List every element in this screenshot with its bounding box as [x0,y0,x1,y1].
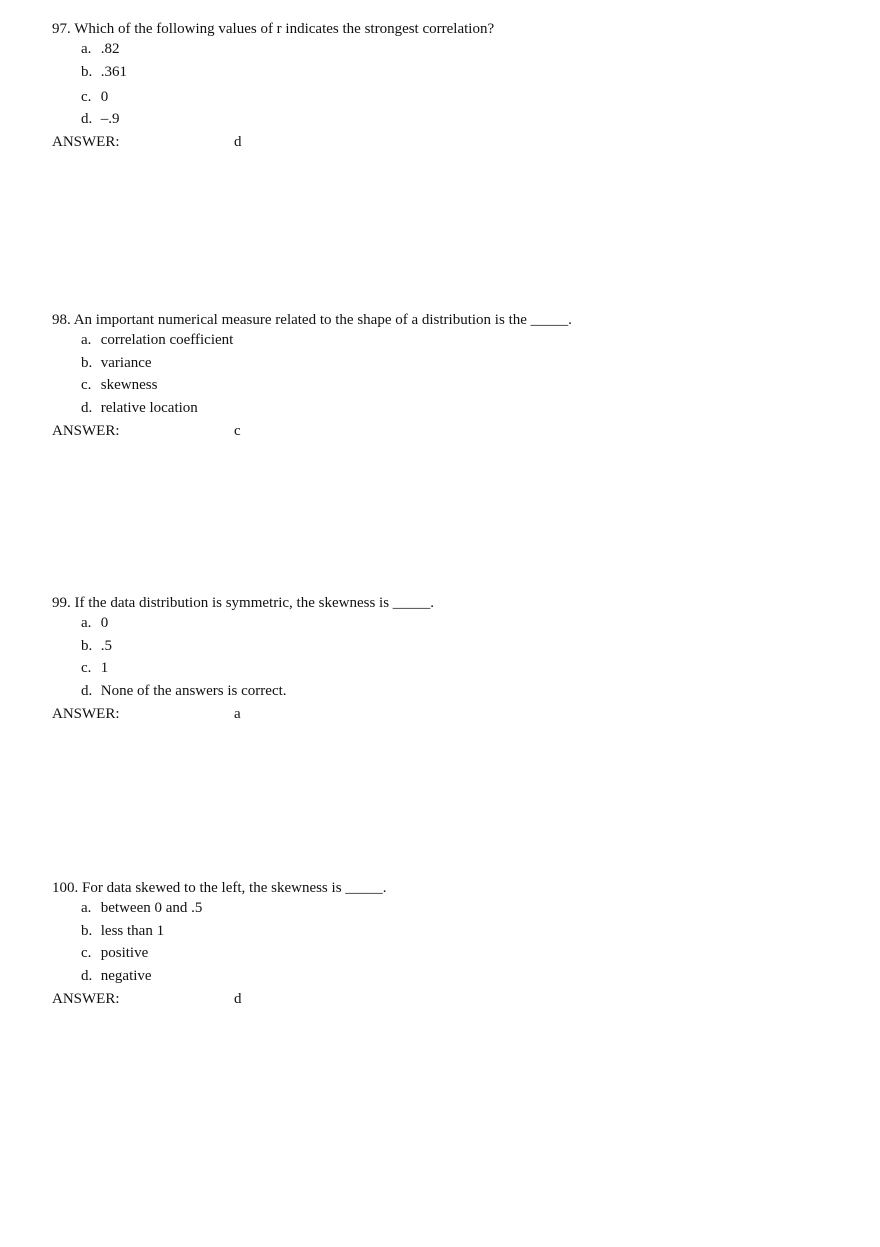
choice-letter: b. [81,922,93,939]
question-text: If the data distribution is symmetric, the skewness is _____. [74,595,435,611]
answer-label: ANSWER: [52,422,120,439]
question-stem [52,19,832,39]
choice-list [52,39,832,132]
choice-list [52,613,832,704]
question-stem [52,878,832,898]
choice-letter: d. [81,400,93,417]
answer-value: c [234,422,241,439]
answer-value: d [234,134,242,151]
choice-list [52,898,832,989]
choice-text: positive [100,945,149,962]
choice-text: skewness [100,377,158,394]
choice-letter: c. [81,88,92,105]
choice-letter: c. [81,945,92,962]
question-97 [52,19,832,152]
question-number: 100. [52,880,79,896]
choice-text: .361 [100,63,127,80]
question-text: For data skewed to the left, the skewness is _____. [82,880,387,896]
choice-list [52,330,832,421]
choice-text: 0 [100,615,109,631]
choice-a [81,613,832,636]
choice-text: relative location [100,400,198,417]
choice-d [81,398,832,421]
choice-text: correlation coefficient [100,332,234,348]
choice-letter: a. [81,41,92,57]
choice-letter: b. [81,354,93,371]
choice-letter: b. [81,637,93,654]
question-number: 99. [52,595,71,611]
choice-d [81,109,832,132]
question-number: 97. [52,21,71,37]
choice-letter: d. [81,968,93,985]
choice-letter: c. [81,660,92,677]
answer-row [52,421,832,441]
question-stem [52,593,832,613]
choice-d [81,966,832,989]
choice-text: 0 [100,88,109,105]
choice-text: .82 [100,41,120,57]
answer-value: d [234,990,242,1007]
question-98 [52,310,832,441]
choice-text: .5 [100,637,112,654]
choice-c [81,87,832,110]
answer-row [52,704,832,724]
answer-label: ANSWER: [52,705,120,722]
choice-b [81,636,832,659]
answer-value: a [234,705,241,722]
choice-a [81,39,832,62]
answer-row [52,989,832,1009]
choice-letter: b. [81,63,93,80]
question-stem [52,310,832,330]
choice-b [81,353,832,376]
choice-b [81,921,832,944]
question-text: Which of the following values of r indicates the strongest correlation? [74,21,495,37]
answer-label: ANSWER: [52,134,120,151]
question-99 [52,593,832,724]
choice-letter: a. [81,615,92,631]
choice-b [81,62,832,87]
choice-text: variance [100,354,152,371]
answer-label: ANSWER: [52,990,120,1007]
question-text: An important numerical measure related to the shape of a distribution is the _____. [73,312,572,328]
choice-letter: a. [81,900,92,916]
choice-c [81,375,832,398]
choice-text: negative [100,968,152,985]
choice-letter: c. [81,377,92,394]
choice-c [81,943,832,966]
question-number: 98. [52,312,71,328]
choice-letter: d. [81,683,93,700]
choice-a [81,330,832,353]
choice-text: –.9 [100,111,120,128]
choice-text: between 0 and .5 [100,900,203,916]
choice-text: less than 1 [100,922,165,939]
choice-a [81,898,832,921]
answer-row [52,132,832,152]
question-100 [52,878,832,1009]
choice-letter: d. [81,111,93,128]
choice-d [81,681,832,704]
choice-letter: a. [81,332,92,348]
choice-text: 1 [100,660,109,677]
choice-c [81,658,832,681]
choice-text: None of the answers is correct. [100,683,287,700]
